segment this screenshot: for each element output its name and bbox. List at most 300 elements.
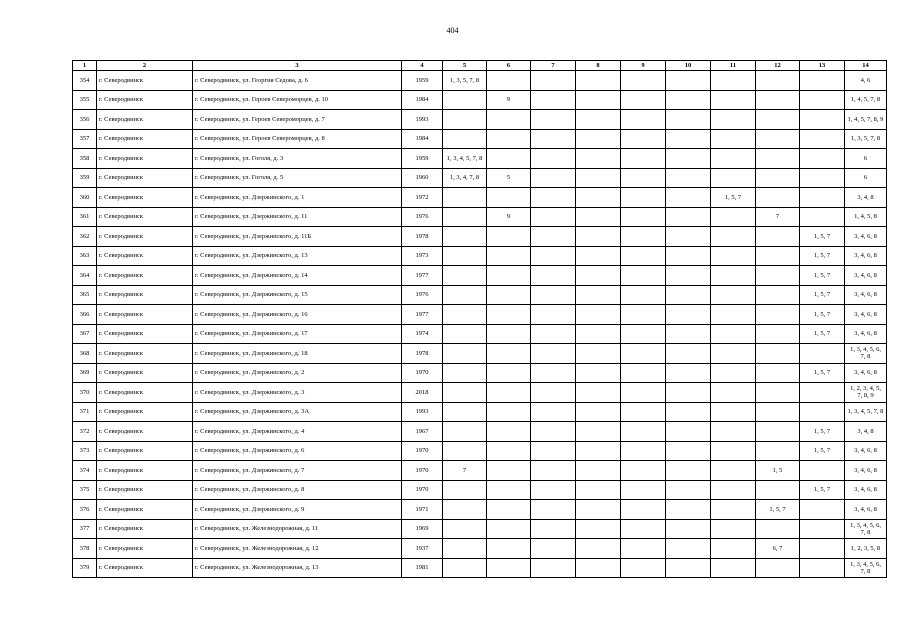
table-cell: 1, 3, 4, 5, 6, 7, 8 (845, 344, 887, 364)
table-cell (487, 266, 531, 286)
table-cell (666, 461, 711, 481)
table-cell (711, 402, 756, 422)
table-cell (666, 441, 711, 461)
table-cell (711, 539, 756, 559)
table-row (73, 383, 887, 403)
table-cell (621, 383, 666, 403)
table-cell: 5 (487, 168, 531, 188)
table-cell: 377 (73, 519, 97, 539)
table-cell (756, 168, 800, 188)
table-cell (666, 519, 711, 539)
table-cell (666, 188, 711, 208)
column-header: 10 (666, 61, 711, 71)
table-cell (666, 344, 711, 364)
table-cell (621, 207, 666, 227)
table-cell (443, 110, 487, 130)
table-cell: г. Северодвинск, ул. Дзержинского, д. 2 (193, 363, 402, 383)
table-cell: 1993 (402, 110, 443, 130)
table-cell: г. Северодвинск (97, 285, 193, 305)
table-cell (621, 168, 666, 188)
table-row (73, 168, 887, 188)
table-cell: г. Северодвинск, ул. Дзержинского, д. 3А (193, 402, 402, 422)
table-cell: 1, 3, 4, 5, 6, 7, 8 (845, 558, 887, 578)
table-cell (666, 558, 711, 578)
table-cell: г. Северодвинск, ул. Гоголя, д. 3 (193, 149, 402, 169)
table-cell: г. Северодвинск (97, 402, 193, 422)
table-cell: г. Северодвинск (97, 539, 193, 559)
table-row (73, 480, 887, 500)
table-row (73, 363, 887, 383)
table-cell: г. Северодвинск, ул. Железнодорожная, д. 13 (193, 558, 402, 578)
table-cell (621, 305, 666, 325)
table-cell: г. Северодвинск, ул. Дзержинского, д. 1 (193, 188, 402, 208)
table-cell: 3, 4, 6, 8 (845, 285, 887, 305)
table-cell: 3, 4, 8 (845, 422, 887, 442)
table-cell (666, 110, 711, 130)
column-header: 11 (711, 61, 756, 71)
table-body (73, 71, 887, 578)
table-cell: 368 (73, 344, 97, 364)
table-cell (711, 305, 756, 325)
table-cell (576, 227, 621, 247)
table-row (73, 188, 887, 208)
table-cell (800, 519, 845, 539)
table-cell: 4, 6 (845, 71, 887, 91)
table-row (73, 441, 887, 461)
table-cell (443, 441, 487, 461)
table-cell: г. Северодвинск (97, 324, 193, 344)
table-cell: 1974 (402, 324, 443, 344)
table-cell: г. Северодвинск, ул. Дзержинского, д. 11 (193, 207, 402, 227)
table-cell (756, 324, 800, 344)
table-cell: 1960 (402, 168, 443, 188)
table-cell (756, 246, 800, 266)
table-cell (576, 480, 621, 500)
table-cell (443, 207, 487, 227)
table-cell: 1, 5, 7 (800, 441, 845, 461)
column-header: 12 (756, 61, 800, 71)
table-cell (531, 363, 576, 383)
table-cell (756, 519, 800, 539)
table-cell: 1, 5, 7 (711, 188, 756, 208)
table-cell: 1, 3, 4, 5, 7, 8 (845, 402, 887, 422)
table-cell: 1971 (402, 500, 443, 520)
table-cell (443, 500, 487, 520)
table-row (73, 227, 887, 247)
table-cell (576, 71, 621, 91)
table-cell (756, 441, 800, 461)
table-cell: г. Северодвинск (97, 344, 193, 364)
table-cell: г. Северодвинск, ул. Дзержинского, д. 13 (193, 246, 402, 266)
table-cell (666, 285, 711, 305)
table-cell (666, 383, 711, 403)
table-cell: г. Северодвинск, ул. Дзержинского, д. 4 (193, 422, 402, 442)
table-cell (800, 110, 845, 130)
table-row (73, 519, 887, 539)
table-cell (487, 402, 531, 422)
table-row (73, 207, 887, 227)
table-cell (487, 441, 531, 461)
table-cell: г. Северодвинск, ул. Дзержинского, д. 14 (193, 266, 402, 286)
table-cell (666, 500, 711, 520)
table-cell (576, 539, 621, 559)
table-cell (711, 149, 756, 169)
table-cell (711, 90, 756, 110)
table-cell (800, 383, 845, 403)
table-cell (531, 188, 576, 208)
table-cell (576, 90, 621, 110)
table-cell (621, 422, 666, 442)
table-cell (487, 129, 531, 149)
table-cell (756, 402, 800, 422)
table-cell: 1972 (402, 188, 443, 208)
table-cell: г. Северодвинск (97, 558, 193, 578)
column-header: 2 (97, 61, 193, 71)
table-cell (756, 383, 800, 403)
table-cell (666, 480, 711, 500)
table-cell (756, 558, 800, 578)
table-cell: 371 (73, 402, 97, 422)
table-cell (576, 461, 621, 481)
table-cell: 3, 4, 6, 8 (845, 363, 887, 383)
table-cell (531, 539, 576, 559)
table-cell (443, 305, 487, 325)
table-cell (621, 149, 666, 169)
column-header: 7 (531, 61, 576, 71)
table-cell (576, 110, 621, 130)
table-cell (531, 461, 576, 481)
table-cell: 1984 (402, 90, 443, 110)
table-cell (443, 480, 487, 500)
table-cell (711, 324, 756, 344)
table-cell: 379 (73, 558, 97, 578)
table-cell (487, 422, 531, 442)
column-header: 13 (800, 61, 845, 71)
table-cell (443, 422, 487, 442)
table-cell (800, 500, 845, 520)
table-cell (531, 246, 576, 266)
table-cell: 359 (73, 168, 97, 188)
table-cell (756, 227, 800, 247)
table-cell (621, 188, 666, 208)
table-cell (800, 90, 845, 110)
table-cell (800, 168, 845, 188)
table-cell: 366 (73, 305, 97, 325)
table-cell (800, 207, 845, 227)
table-cell (756, 90, 800, 110)
table-cell (756, 285, 800, 305)
table-cell (711, 168, 756, 188)
table-cell: 1, 2, 3, 5, 8 (845, 539, 887, 559)
table-cell (621, 246, 666, 266)
table-cell (711, 227, 756, 247)
table-cell: 3, 4, 6, 8 (845, 246, 887, 266)
table-cell: г. Северодвинск, ул. Дзержинского, д. 9 (193, 500, 402, 520)
table-cell (666, 168, 711, 188)
table-cell (487, 324, 531, 344)
table-cell: 1959 (402, 149, 443, 169)
table-cell (800, 149, 845, 169)
table-cell: 363 (73, 246, 97, 266)
table-cell: 1937 (402, 539, 443, 559)
table-cell (576, 383, 621, 403)
table-row (73, 246, 887, 266)
table-cell (531, 383, 576, 403)
table-cell: 3, 4, 6, 8 (845, 324, 887, 344)
table-cell: 373 (73, 441, 97, 461)
table-cell (711, 344, 756, 364)
table-cell: 367 (73, 324, 97, 344)
table-cell: г. Северодвинск, ул. Дзержинского, д. 16 (193, 305, 402, 325)
table-cell (576, 305, 621, 325)
table-cell: 1, 3, 5, 7, 8 (845, 129, 887, 149)
table-cell (756, 422, 800, 442)
table-cell (576, 363, 621, 383)
table-cell (666, 129, 711, 149)
table-cell: 1978 (402, 227, 443, 247)
table-cell: 3, 4, 6, 8 (845, 500, 887, 520)
table-cell: 1, 4, 5, 7, 8 (845, 90, 887, 110)
table-cell (531, 519, 576, 539)
table-cell: г. Северодвинск (97, 480, 193, 500)
table-cell: 1970 (402, 363, 443, 383)
table-cell: г. Северодвинск (97, 149, 193, 169)
table-cell (711, 441, 756, 461)
table-cell: 361 (73, 207, 97, 227)
table-cell: 1969 (402, 519, 443, 539)
table-cell (531, 207, 576, 227)
table-cell (711, 383, 756, 403)
table-cell (487, 71, 531, 91)
table-cell (487, 558, 531, 578)
table-cell (666, 539, 711, 559)
column-header: 9 (621, 61, 666, 71)
table-cell: 1977 (402, 266, 443, 286)
table-cell: 370 (73, 383, 97, 403)
table-row (73, 129, 887, 149)
table-cell (756, 149, 800, 169)
table-cell: 357 (73, 129, 97, 149)
table-cell (576, 207, 621, 227)
table-cell (621, 519, 666, 539)
column-header: 6 (487, 61, 531, 71)
table-cell: 1, 2, 3, 4, 5, 7, 8, 9 (845, 383, 887, 403)
table-cell: г. Северодвинск (97, 266, 193, 286)
table-cell: г. Северодвинск (97, 90, 193, 110)
table-cell: г. Северодвинск, ул. Дзержинского, д. 17 (193, 324, 402, 344)
table-cell: 378 (73, 539, 97, 559)
table-cell: 3, 4, 6, 8 (845, 461, 887, 481)
table-row (73, 285, 887, 305)
table-cell (711, 71, 756, 91)
table-cell (487, 480, 531, 500)
table-cell (756, 266, 800, 286)
table-cell (666, 149, 711, 169)
table-cell (576, 168, 621, 188)
table-cell (621, 402, 666, 422)
table-cell (800, 71, 845, 91)
table-cell (576, 344, 621, 364)
table-cell: 1, 5, 7 (800, 227, 845, 247)
table-cell (666, 71, 711, 91)
column-header: 5 (443, 61, 487, 71)
table-cell: 9 (487, 207, 531, 227)
table-cell (443, 246, 487, 266)
table-cell (487, 149, 531, 169)
table-cell (443, 324, 487, 344)
table-cell: 1977 (402, 305, 443, 325)
table-cell (800, 461, 845, 481)
table-cell: 1, 5, 7 (800, 363, 845, 383)
table-cell (531, 90, 576, 110)
table-cell (487, 461, 531, 481)
table-cell: г. Северодвинск, ул. Дзержинского, д. 11Б (193, 227, 402, 247)
table-cell (487, 188, 531, 208)
table-cell (487, 383, 531, 403)
table-cell (576, 558, 621, 578)
table-cell: 375 (73, 480, 97, 500)
table-cell (576, 324, 621, 344)
table-cell: г. Северодвинск (97, 500, 193, 520)
table-cell (756, 305, 800, 325)
table-cell (576, 500, 621, 520)
table-cell: г. Северодвинск (97, 71, 193, 91)
table-cell (443, 285, 487, 305)
table-cell: г. Северодвинск (97, 363, 193, 383)
table-cell: 355 (73, 90, 97, 110)
table-cell: г. Северодвинск, ул. Железнодорожная, д. 11 (193, 519, 402, 539)
table-cell (666, 363, 711, 383)
table-cell (711, 422, 756, 442)
table-cell: г. Северодвинск, ул. Героев Североморцев, д. 8 (193, 129, 402, 149)
table-cell: 356 (73, 110, 97, 130)
table-cell (443, 188, 487, 208)
table-cell: г. Северодвинск (97, 188, 193, 208)
table-cell: г. Северодвинск (97, 441, 193, 461)
table-cell (487, 519, 531, 539)
table-cell (531, 168, 576, 188)
table-cell: г. Северодвинск, ул. Дзержинского, д. 7 (193, 461, 402, 481)
table-cell (666, 246, 711, 266)
table-cell (443, 383, 487, 403)
table-cell: 1981 (402, 558, 443, 578)
table-cell: 354 (73, 71, 97, 91)
column-header: 14 (845, 61, 887, 71)
table-cell: 1, 3, 4, 5, 7, 8 (443, 149, 487, 169)
table-cell (621, 363, 666, 383)
table-cell: 372 (73, 422, 97, 442)
table-cell (487, 246, 531, 266)
table-cell: г. Северодвинск, ул. Дзержинского, д. 18 (193, 344, 402, 364)
table-cell: 1959 (402, 71, 443, 91)
table-cell (621, 129, 666, 149)
table-cell (711, 285, 756, 305)
table-cell (711, 363, 756, 383)
table-cell (443, 539, 487, 559)
table-row (73, 149, 887, 169)
table-cell (487, 500, 531, 520)
table-cell (756, 188, 800, 208)
table-cell (531, 500, 576, 520)
table-cell (711, 500, 756, 520)
table-cell: 1, 5, 7 (800, 480, 845, 500)
table-cell (531, 558, 576, 578)
table-cell (443, 519, 487, 539)
table-cell (576, 441, 621, 461)
table-cell (800, 402, 845, 422)
table-cell: 1970 (402, 441, 443, 461)
table-cell: 1, 5, 7 (800, 305, 845, 325)
table-cell (621, 500, 666, 520)
table-cell (711, 207, 756, 227)
table-cell: 358 (73, 149, 97, 169)
table-cell (666, 305, 711, 325)
table-cell (487, 539, 531, 559)
table-cell (487, 110, 531, 130)
table-row (73, 324, 887, 344)
table-cell (621, 90, 666, 110)
table-cell: г. Северодвинск (97, 383, 193, 403)
table-cell (711, 519, 756, 539)
table-cell (443, 344, 487, 364)
table-row (73, 402, 887, 422)
register-table (72, 60, 887, 578)
table-cell (621, 227, 666, 247)
table-cell: 6, 7 (756, 539, 800, 559)
table-cell: 365 (73, 285, 97, 305)
table-cell: 1, 5, 7 (800, 324, 845, 344)
table-cell: г. Северодвинск (97, 519, 193, 539)
table-cell (443, 266, 487, 286)
table-cell (621, 344, 666, 364)
table-cell (800, 129, 845, 149)
table-cell: 3, 4, 8 (845, 188, 887, 208)
table-cell (711, 129, 756, 149)
table-cell: г. Северодвинск (97, 168, 193, 188)
table-cell (487, 344, 531, 364)
table-cell: 369 (73, 363, 97, 383)
table-cell (666, 324, 711, 344)
table-cell (756, 344, 800, 364)
table-cell (621, 110, 666, 130)
table-cell (666, 402, 711, 422)
table-cell (487, 285, 531, 305)
table-cell (531, 71, 576, 91)
table-cell: 1976 (402, 285, 443, 305)
table-cell (621, 285, 666, 305)
table-cell: 1976 (402, 207, 443, 227)
table-cell: 3, 4, 6, 8 (845, 227, 887, 247)
table-cell: 1, 4, 5, 7, 8, 9 (845, 110, 887, 130)
table-cell: г. Северодвинск (97, 207, 193, 227)
table-cell: г. Северодвинск (97, 422, 193, 442)
table-cell (531, 149, 576, 169)
table-cell: г. Северодвинск (97, 461, 193, 481)
table-cell (621, 324, 666, 344)
table-cell (621, 480, 666, 500)
table-cell: 1970 (402, 480, 443, 500)
table-row (73, 558, 887, 578)
table-cell: 7 (756, 207, 800, 227)
table-cell (711, 461, 756, 481)
table-cell: 1, 3, 5, 7, 8 (443, 71, 487, 91)
column-header: 3 (193, 61, 402, 71)
table-row (73, 422, 887, 442)
table-cell (531, 227, 576, 247)
table-cell: 3, 4, 6, 8 (845, 266, 887, 286)
table-cell (576, 149, 621, 169)
table-cell (531, 129, 576, 149)
